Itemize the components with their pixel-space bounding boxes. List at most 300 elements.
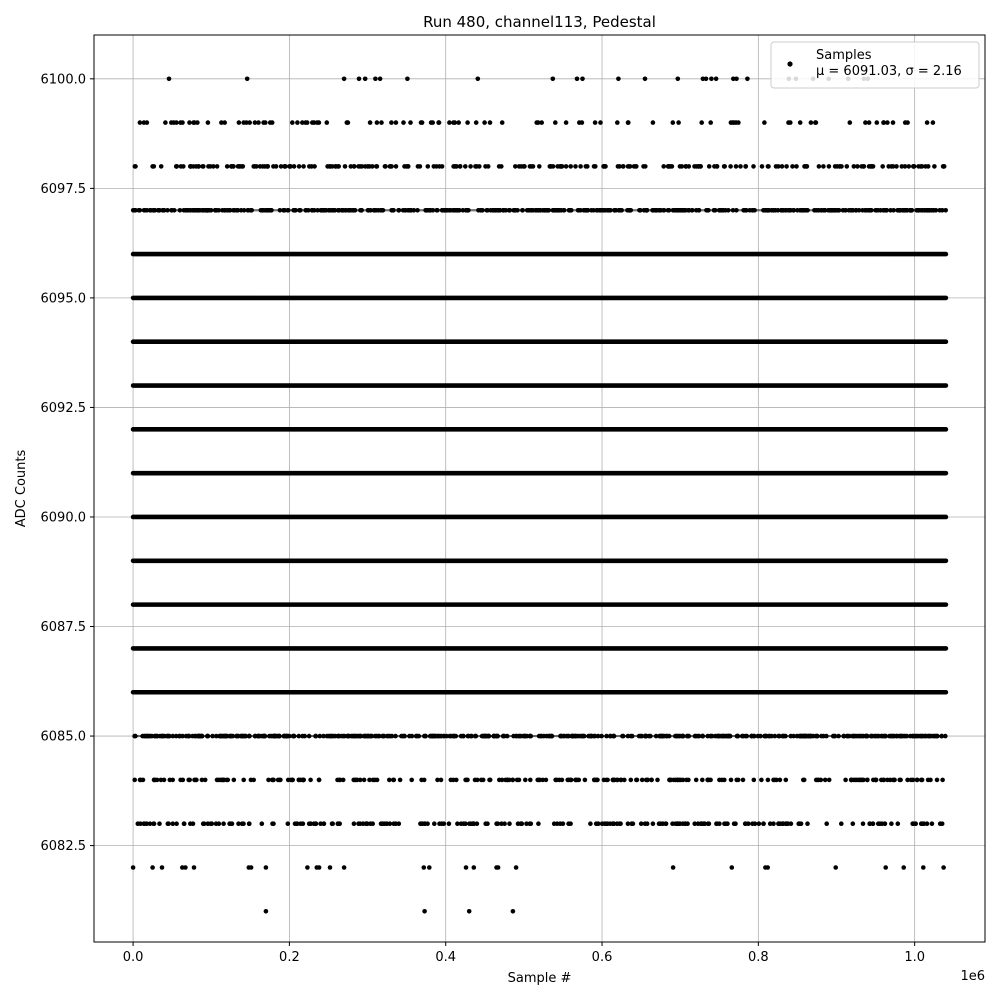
data-point	[760, 164, 765, 169]
data-point	[408, 120, 413, 125]
data-point	[849, 778, 854, 783]
data-point	[580, 120, 585, 125]
x-tick-label: 0.2	[279, 950, 300, 965]
data-point	[476, 77, 481, 82]
data-point	[821, 164, 826, 169]
data-point	[138, 778, 143, 783]
data-point	[738, 164, 743, 169]
data-point	[529, 164, 534, 169]
data-point	[833, 865, 838, 870]
data-point	[814, 120, 819, 125]
data-point	[517, 778, 522, 783]
data-point	[200, 778, 205, 783]
data-point	[307, 164, 312, 169]
data-point	[155, 778, 160, 783]
data-point	[398, 778, 403, 783]
data-point	[310, 120, 315, 125]
data-point	[505, 778, 510, 783]
data-point	[629, 778, 634, 783]
data-point	[661, 821, 666, 826]
data-point	[136, 821, 141, 826]
data-point	[389, 164, 394, 169]
data-point	[459, 821, 464, 826]
data-point	[561, 821, 566, 826]
data-point	[373, 77, 378, 82]
data-point	[889, 821, 894, 826]
data-point	[743, 164, 748, 169]
data-point	[341, 778, 346, 783]
data-point	[848, 120, 853, 125]
y-tick-label: 6085.0	[40, 729, 86, 745]
data-point	[423, 821, 428, 826]
data-point	[317, 865, 322, 870]
data-point	[900, 164, 905, 169]
data-point	[857, 778, 862, 783]
data-point	[784, 164, 789, 169]
data-point	[468, 164, 473, 169]
data-point	[649, 778, 654, 783]
data-point	[181, 778, 186, 783]
data-point	[483, 164, 488, 169]
data-point	[868, 164, 873, 169]
data-point	[631, 821, 636, 826]
data-point	[192, 865, 197, 870]
data-point	[730, 865, 735, 870]
data-point	[511, 778, 516, 783]
data-point	[241, 164, 246, 169]
x-axis-offset-label: 1e6	[960, 969, 985, 984]
data-point	[435, 778, 440, 783]
data-point	[694, 778, 699, 783]
data-point	[305, 865, 310, 870]
data-point	[920, 778, 925, 783]
data-point	[729, 120, 734, 125]
data-point	[839, 164, 844, 169]
data-point	[598, 120, 603, 125]
data-point	[876, 821, 881, 826]
data-point	[237, 120, 242, 125]
data-point	[220, 778, 225, 783]
data-point	[388, 821, 393, 826]
data-point	[704, 77, 709, 82]
data-point	[447, 821, 452, 826]
data-point	[771, 821, 776, 826]
y-tick-label: 6100.0	[40, 72, 86, 88]
data-point	[911, 821, 916, 826]
data-point	[626, 120, 631, 125]
data-point	[684, 778, 689, 783]
data-point	[583, 778, 588, 783]
data-point	[862, 164, 867, 169]
data-point	[131, 865, 136, 870]
data-point	[354, 778, 359, 783]
data-point	[634, 164, 639, 169]
data-point	[247, 120, 252, 125]
data-point	[655, 778, 660, 783]
data-point	[616, 77, 621, 82]
data-point	[162, 778, 167, 783]
data-point	[708, 120, 713, 125]
data-point	[430, 120, 435, 125]
data-point	[805, 821, 810, 826]
data-point	[762, 120, 767, 125]
data-point	[896, 821, 901, 826]
data-point	[228, 821, 233, 826]
data-point	[287, 164, 292, 169]
data-point	[568, 778, 573, 783]
data-point	[335, 778, 340, 783]
data-point	[553, 120, 558, 125]
data-point	[596, 821, 601, 826]
x-tick-label: 1.0	[904, 950, 926, 965]
x-tick-label: 0.0	[122, 950, 144, 965]
data-point	[536, 821, 541, 826]
y-tick-label: 6090.0	[40, 510, 86, 526]
data-point	[722, 164, 727, 169]
data-point	[406, 164, 411, 169]
data-point	[401, 120, 406, 125]
data-point	[471, 821, 476, 826]
data-point	[750, 821, 755, 826]
data-point	[588, 821, 593, 826]
y-tick-label: 6095.0	[40, 291, 86, 307]
data-point	[529, 821, 534, 826]
data-point	[709, 77, 714, 82]
data-point	[167, 77, 172, 82]
data-point	[514, 865, 519, 870]
data-point	[221, 821, 226, 826]
data-point	[781, 821, 786, 826]
data-point	[524, 821, 529, 826]
data-point	[474, 120, 479, 125]
data-point	[187, 120, 192, 125]
data-point	[494, 821, 499, 826]
data-point	[179, 164, 184, 169]
data-point	[263, 164, 268, 169]
data-point	[635, 778, 640, 783]
data-point	[909, 778, 914, 783]
data-point	[312, 821, 317, 826]
data-point	[229, 164, 234, 169]
data-point	[564, 120, 569, 125]
plot-area	[94, 35, 985, 942]
data-point	[416, 164, 421, 169]
data-point	[523, 778, 528, 783]
data-point	[564, 164, 569, 169]
data-point	[481, 778, 486, 783]
data-point	[921, 865, 926, 870]
data-point	[794, 164, 799, 169]
data-point	[394, 120, 399, 125]
data-point	[217, 821, 222, 826]
y-tick-label: 6082.5	[40, 839, 86, 855]
data-point	[938, 821, 943, 826]
data-point	[219, 120, 224, 125]
data-point	[833, 164, 838, 169]
data-point	[225, 778, 230, 783]
data-point	[487, 778, 492, 783]
data-point	[875, 120, 880, 125]
data-point	[573, 164, 578, 169]
data-point	[674, 778, 679, 783]
data-point	[327, 164, 332, 169]
data-point	[477, 164, 482, 169]
data-point	[463, 778, 468, 783]
data-point	[422, 909, 427, 914]
data-point	[671, 120, 676, 125]
data-point	[258, 164, 263, 169]
data-point	[499, 164, 504, 169]
data-point	[336, 821, 341, 826]
data-point	[290, 120, 295, 125]
data-point	[843, 778, 848, 783]
grid	[94, 35, 985, 942]
data-point	[380, 821, 385, 826]
data-point	[290, 778, 295, 783]
data-point	[160, 865, 165, 870]
data-point	[867, 120, 872, 125]
data-point	[145, 120, 150, 125]
data-point	[555, 821, 560, 826]
data-point	[247, 821, 252, 826]
data-point	[578, 164, 583, 169]
data-point	[191, 821, 196, 826]
data-point	[734, 778, 739, 783]
data-point	[186, 778, 191, 783]
data-point	[352, 164, 357, 169]
data-point	[315, 120, 320, 125]
chart-title: Run 480, channel113, Pedestal	[423, 13, 656, 31]
data-point	[926, 778, 931, 783]
data-point	[325, 120, 330, 125]
data-point	[436, 120, 441, 125]
data-point	[940, 778, 945, 783]
data-point	[192, 778, 197, 783]
data-point	[715, 821, 720, 826]
data-point	[368, 821, 373, 826]
data-point	[851, 821, 856, 826]
data-point	[507, 821, 512, 826]
data-point	[668, 778, 673, 783]
data-point	[765, 865, 770, 870]
data-point	[643, 77, 648, 82]
data-point	[734, 164, 739, 169]
data-point	[827, 164, 832, 169]
data-point	[138, 120, 143, 125]
data-point	[766, 164, 771, 169]
data-point	[827, 778, 832, 783]
data-point	[915, 778, 920, 783]
data-point	[621, 164, 626, 169]
data-point	[568, 821, 573, 826]
data-point	[271, 778, 276, 783]
data-point	[932, 164, 937, 169]
data-point	[473, 778, 478, 783]
data-point	[651, 821, 656, 826]
data-point	[168, 778, 173, 783]
data-point	[356, 821, 361, 826]
data-point	[454, 164, 459, 169]
data-point	[733, 821, 738, 826]
data-point	[714, 77, 719, 82]
data-point	[440, 821, 445, 826]
data-point	[379, 120, 384, 125]
data-point	[225, 164, 230, 169]
data-point	[741, 778, 746, 783]
data-point	[790, 164, 795, 169]
data-point	[342, 865, 347, 870]
data-point	[595, 778, 600, 783]
data-point	[360, 164, 365, 169]
legend-entry-series: Samples	[816, 48, 872, 63]
data-point	[318, 821, 323, 826]
data-point	[241, 778, 246, 783]
data-point	[903, 120, 908, 125]
data-point	[706, 778, 711, 783]
data-point	[300, 120, 305, 125]
data-point	[678, 164, 683, 169]
data-point	[375, 164, 380, 169]
data-point	[728, 164, 733, 169]
data-point	[387, 778, 392, 783]
legend-entry-stats: μ = 6091.03, σ = 2.16	[816, 64, 962, 79]
data-point	[670, 164, 675, 169]
data-point	[931, 120, 936, 125]
data-point	[941, 164, 946, 169]
data-point	[182, 821, 187, 826]
data-point	[260, 821, 265, 826]
data-point	[166, 821, 171, 826]
data-point	[865, 778, 870, 783]
data-point	[911, 164, 916, 169]
data-point	[551, 164, 556, 169]
data-point	[920, 821, 925, 826]
data-point	[528, 778, 533, 783]
data-point	[605, 821, 610, 826]
data-point	[743, 821, 748, 826]
data-point	[375, 778, 380, 783]
data-point	[568, 164, 573, 169]
data-point	[897, 778, 902, 783]
data-point	[333, 164, 338, 169]
data-point	[882, 778, 887, 783]
data-point	[901, 865, 906, 870]
data-point	[699, 120, 704, 125]
data-point	[676, 120, 681, 125]
data-point	[618, 778, 623, 783]
data-point	[367, 778, 372, 783]
data-point	[409, 778, 414, 783]
data-point	[264, 865, 269, 870]
data-point	[700, 778, 705, 783]
y-tick-label: 6097.5	[40, 181, 86, 197]
data-point	[152, 164, 157, 169]
data-point	[328, 865, 333, 870]
data-point	[178, 120, 183, 125]
data-point	[206, 821, 211, 826]
data-point	[451, 120, 456, 125]
data-point	[437, 164, 442, 169]
data-point	[375, 120, 380, 125]
data-point	[643, 821, 648, 826]
data-point	[426, 164, 431, 169]
data-point	[253, 120, 258, 125]
data-point	[852, 164, 857, 169]
data-point	[298, 821, 303, 826]
data-point	[174, 120, 179, 125]
data-point	[888, 778, 893, 783]
data-point	[803, 164, 808, 169]
data-point	[776, 821, 781, 826]
data-point	[163, 120, 168, 125]
data-point	[464, 865, 469, 870]
data-point	[626, 821, 631, 826]
data-point	[817, 164, 822, 169]
data-point	[778, 778, 783, 783]
data-point	[752, 778, 757, 783]
data-point	[823, 778, 828, 783]
data-point	[673, 821, 678, 826]
data-point	[447, 120, 452, 125]
data-point	[880, 164, 885, 169]
x-tick-label: 0.8	[747, 950, 769, 965]
data-point	[292, 164, 297, 169]
data-point	[651, 120, 656, 125]
data-point	[776, 164, 781, 169]
data-point	[301, 164, 306, 169]
x-tick-label: 0.4	[435, 950, 457, 965]
data-point	[537, 164, 542, 169]
data-point	[277, 778, 282, 783]
data-point	[422, 865, 427, 870]
data-point	[724, 821, 729, 826]
data-point	[553, 778, 558, 783]
data-point	[420, 120, 425, 125]
data-point	[745, 77, 750, 82]
data-point	[496, 865, 501, 870]
data-point	[132, 778, 137, 783]
data-point	[232, 778, 237, 783]
data-point	[293, 821, 298, 826]
legend	[771, 42, 979, 88]
data-point	[923, 164, 928, 169]
data-point	[174, 821, 179, 826]
data-point	[871, 821, 876, 826]
data-point	[839, 821, 844, 826]
y-axis-label: ADC Counts	[14, 449, 29, 528]
data-point	[707, 164, 712, 169]
data-point	[463, 164, 468, 169]
data-point	[427, 865, 432, 870]
data-point	[394, 164, 399, 169]
data-point	[392, 778, 397, 783]
data-point	[771, 778, 776, 783]
data-point	[472, 865, 477, 870]
data-point	[389, 120, 394, 125]
data-point	[615, 120, 620, 125]
data-point	[645, 778, 650, 783]
data-point	[405, 77, 410, 82]
data-point	[930, 821, 935, 826]
data-point	[683, 821, 688, 826]
data-point	[270, 120, 275, 125]
data-point	[671, 865, 676, 870]
data-point	[558, 164, 563, 169]
data-point	[925, 120, 930, 125]
data-point	[206, 120, 211, 125]
data-point	[308, 778, 313, 783]
data-point	[935, 778, 940, 783]
